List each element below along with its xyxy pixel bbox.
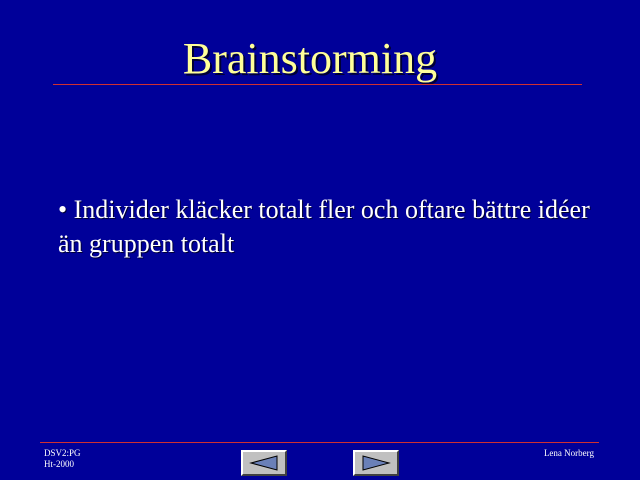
next-slide-button[interactable] [353,450,399,476]
slide-title: Brainstorming [182,34,438,83]
triangle-left-icon [248,454,280,472]
bullet-point: • Individer kläcker totalt fler och oftare bättre idéer än gruppen totalt [58,195,590,258]
footer-term: Ht-2000 [44,459,74,469]
previous-slide-button[interactable] [241,450,287,476]
footer-author: Lena Norberg [543,448,594,458]
triangle-right-icon [360,454,392,472]
footer-course-info [44,448,81,470]
footer-divider [40,442,599,443]
title-divider [53,84,582,85]
footer-course-code: DSV2:PG [44,448,81,458]
